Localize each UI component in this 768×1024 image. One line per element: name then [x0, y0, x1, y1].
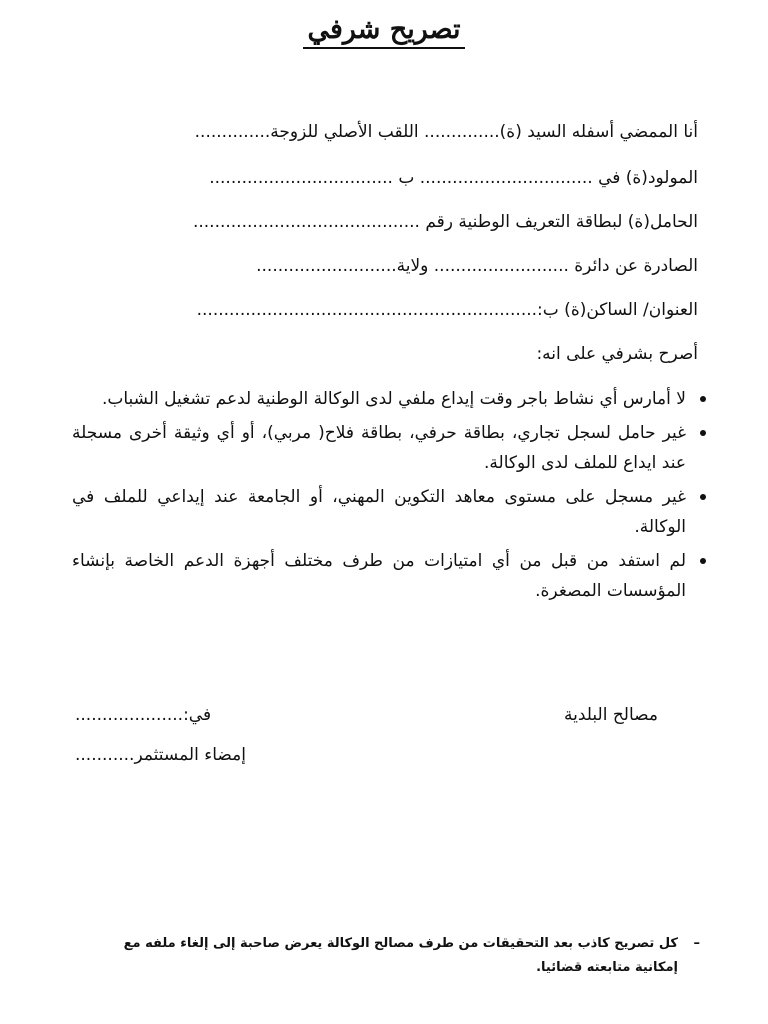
form-line-birth: المولود(ة) في ................................ ب ..................................	[209, 168, 698, 188]
form-line-id-card: الحامل(ة) لبطاقة التعريف الوطنية رقم ..........................................	[192, 212, 698, 232]
bullet-icon	[700, 558, 706, 564]
declaration-intro: أصرح بشرفي على انه:	[536, 344, 698, 364]
footer-note-text: كل تصريح كاذب بعد التحقيقات من طرف مصالح الوكالة يعرض صاحبة إلى إلغاء ملفه مع إمكانية متابعته قضائيا.	[123, 936, 678, 975]
bullet-icon	[700, 430, 706, 436]
document-title	[0, 14, 768, 45]
title-text: تصريح شرفي	[303, 14, 464, 49]
bullet-text: غير مسجل على مستوى معاهد التكوين المهني، أو الجامعة عند إيداعي للملف في الوكالة.	[72, 487, 686, 537]
list-item	[72, 482, 706, 542]
list-item	[72, 384, 706, 414]
bullet-text: لا أمارس أي نشاط باجر وقت إيداع ملفي لدى الوكالة الوطنية لدعم تشغيل الشباب.	[101, 389, 686, 409]
bullet-text: لم استفد من قبل من أي امتيازات من طرف مختلف أجهزة الدعم الخاصة بإنشاء المؤسسات المصغرة.	[72, 551, 686, 601]
municipality-label: مصالح البلدية	[563, 705, 658, 725]
list-item	[72, 546, 706, 606]
footer-note	[100, 932, 700, 980]
investor-signature-field: إمضاء المستثمر...........	[75, 745, 246, 765]
form-line-name: أنا الممضي أسفله السيد (ة).............. اللقب الأصلي للزوجة..............	[194, 122, 698, 142]
declaration-list	[72, 384, 706, 610]
bullet-icon	[700, 494, 706, 500]
dash-marker: –	[693, 936, 700, 951]
bullet-icon	[700, 396, 706, 402]
date-field: في:....................	[75, 705, 212, 725]
form-line-address: العنوان/ الساكن(ة) ب:...............................................................	[196, 300, 698, 320]
list-item	[72, 418, 706, 478]
form-line-issued-by: الصادرة عن دائرة ......................... ولاية..........................	[256, 256, 698, 276]
bullet-text: غير حامل لسجل تجاري، بطاقة حرفي، بطاقة فلاح( مربي)، أو أي وثيقة أخرى مسجلة عند ايداع للملف لدى الوكالة.	[72, 423, 686, 473]
